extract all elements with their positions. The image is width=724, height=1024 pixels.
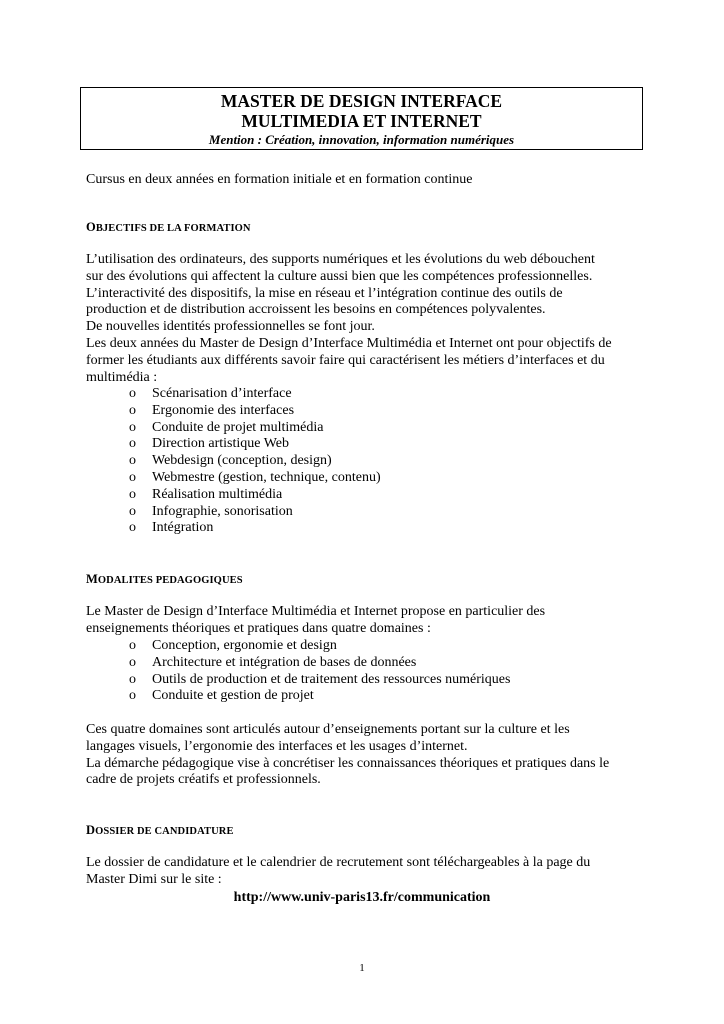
list-item: o Conduite de projet multimédia: [129, 419, 324, 435]
paragraph-line: former les étudiants aux différents savoir faire qui caractérisent les métiers d’interfaces et du: [86, 352, 605, 368]
bullet: o: [129, 386, 136, 401]
heading-dossier-initial: D: [86, 823, 96, 837]
bullet: o: [129, 419, 136, 435]
paragraph-line: langages visuels, l’ergonomie des interfaces et les usages d’internet.: [86, 738, 468, 754]
heading-objectifs: [86, 220, 251, 236]
list-item: o Outils de production et de traitement des ressources numériques: [129, 671, 511, 687]
page-number: 1: [359, 962, 365, 974]
bullet: o: [129, 688, 136, 704]
bullet: o: [129, 453, 136, 469]
bullet: o: [129, 469, 136, 485]
objectifs-paragraph: [86, 252, 612, 386]
bullet: o: [129, 520, 136, 536]
paragraph-line: production et de distribution accroissent les besoins en compétences polyvalentes.: [86, 302, 546, 318]
heading-objectifs-rest: BJECTIFS DE LA FORMATION: [95, 223, 251, 234]
heading-objectifs-initial: O: [86, 220, 96, 234]
bullet: o: [129, 402, 136, 418]
modalites-paragraph: [86, 604, 545, 638]
list-item: o Intégration: [129, 520, 214, 536]
title-line-2: MULTIMEDIA ET INTERNET: [241, 111, 482, 131]
modalites-list: [0, 638, 510, 705]
objectifs-list: [0, 386, 381, 537]
paragraph-line: enseignements théoriques et pratiques dans quatre domaines :: [86, 620, 431, 636]
title-box: [80, 87, 643, 150]
list-item: o Réalisation multimédia: [129, 486, 283, 502]
site-link[interactable]: http://www.univ-paris13.fr/communication: [233, 890, 491, 905]
paragraph-line: De nouvelles identités professionnelles se font jour.: [86, 319, 375, 335]
heading-modalites-initial: M: [86, 572, 98, 586]
bullet: o: [129, 638, 136, 653]
paragraph-line: L’utilisation des ordinateurs, des supports numériques et les évolutions du web débouchent: [86, 252, 595, 267]
list-item: o Direction artistique Web: [129, 436, 290, 452]
bullet: o: [129, 503, 136, 519]
list-item: o Architecture et intégration de bases de données: [129, 654, 417, 670]
title-line-1: MASTER DE DESIGN INTERFACE: [220, 91, 503, 111]
paragraph-line: Ces quatre domaines sont articulés autour d’enseignements portant sur la culture et les: [86, 722, 570, 737]
paragraph-line: Master Dimi sur le site :: [86, 871, 222, 887]
heading-dossier: [86, 823, 234, 839]
paragraph-line: Les deux années du Master de Design d’Interface Multimédia et Internet ont pour objectifs de: [86, 335, 612, 351]
list-item: o Conception, ergonomie et design: [129, 638, 337, 653]
paragraph-line: Le Master de Design d’Interface Multimédia et Internet propose en particulier des: [86, 604, 546, 619]
heading-dossier-rest: OSSIER DE CANDIDATURE: [95, 826, 234, 837]
modalites-closing: [86, 722, 609, 789]
bullet: o: [129, 436, 136, 452]
mention-subtitle: Mention : Création, innovation, information numériques: [208, 132, 515, 147]
bullet: o: [129, 671, 136, 687]
paragraph-line: multimédia :: [86, 369, 158, 385]
paragraph-line: sur des évolutions qui affectent la culture aussi bien que les compétences professionnelles.: [86, 268, 593, 284]
bullet: o: [129, 486, 136, 502]
intro-text: Cursus en deux années en formation initiale et en formation continue: [86, 172, 473, 187]
list-item: o Ergonomie des interfaces: [129, 402, 295, 418]
list-item: o Conduite et gestion de projet: [129, 688, 314, 704]
heading-modalites-rest: ODALITES PEDAGOGIQUES: [97, 575, 243, 586]
paragraph-line: La démarche pédagogique vise à concrétiser les connaissances théoriques et pratiques dans le: [86, 755, 610, 771]
dossier-paragraph: [86, 855, 590, 889]
bullet: o: [129, 654, 136, 670]
list-item: o Scénarisation d’interface: [129, 386, 292, 401]
list-item: o Infographie, sonorisation: [129, 503, 293, 519]
heading-modalites: [86, 572, 243, 588]
paragraph-line: Le dossier de candidature et le calendrier de recrutement sont téléchargeables à la page du: [86, 855, 591, 870]
paragraph-line: cadre de projets créatifs et professionnels.: [86, 772, 321, 788]
paragraph-line: L’interactivité des dispositifs, la mise en réseau et l’intégration continue des outils de: [86, 285, 563, 301]
list-item: o Webdesign (conception, design): [129, 453, 332, 469]
list-item: o Webmestre (gestion, technique, contenu): [129, 469, 381, 485]
